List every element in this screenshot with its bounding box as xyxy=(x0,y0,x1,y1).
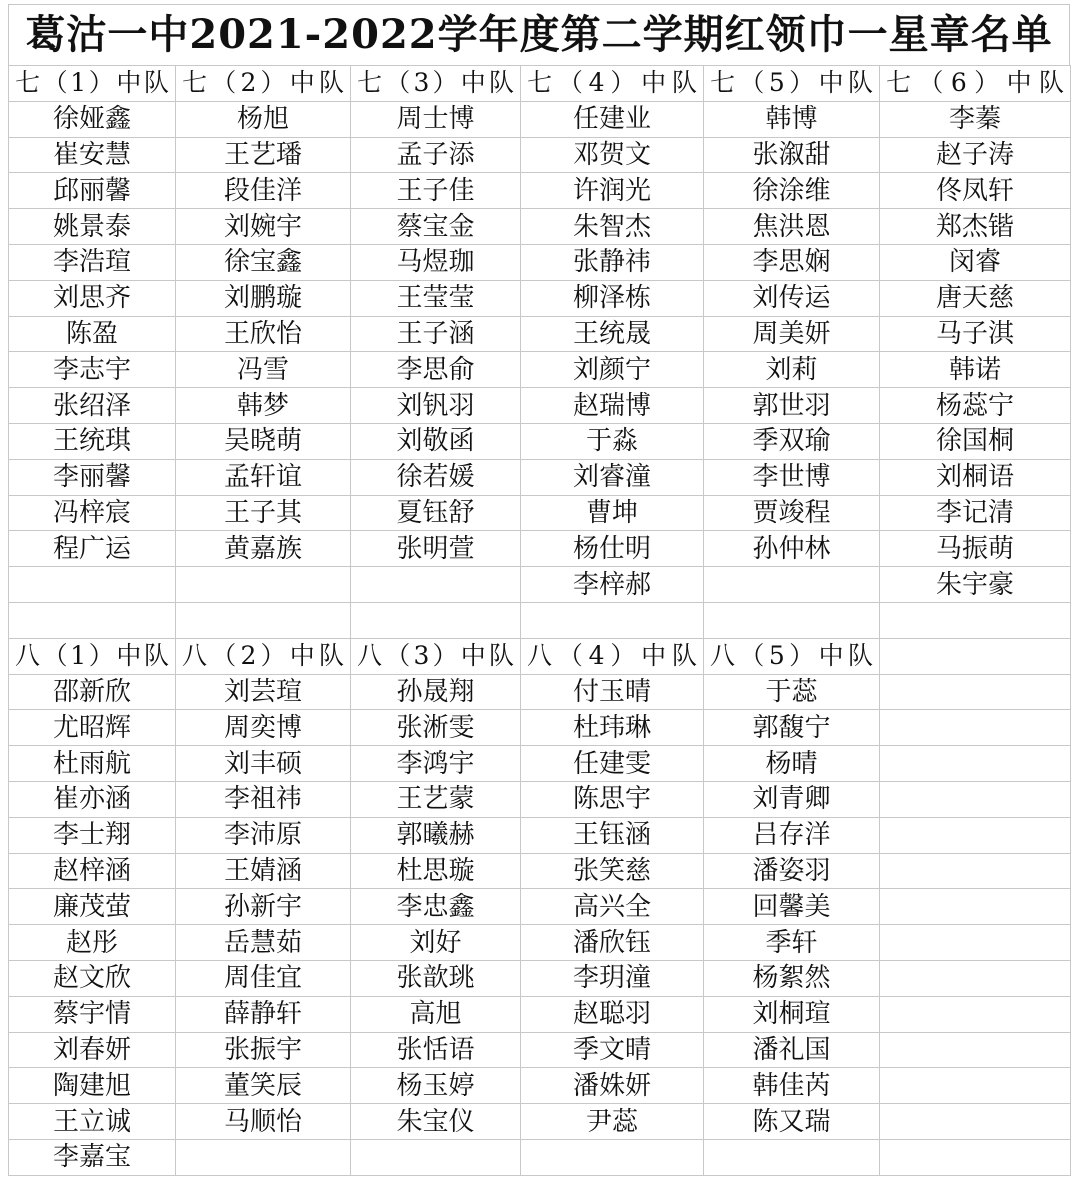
student-name: 张溆甜 xyxy=(704,137,880,173)
empty-cell xyxy=(880,817,1071,853)
student-name: 杨晴 xyxy=(704,746,880,782)
empty-cell xyxy=(880,1068,1071,1104)
student-name: 韩梦 xyxy=(176,388,351,424)
student-name: 于蕊 xyxy=(704,674,880,710)
table-row xyxy=(9,173,1071,209)
student-name: 周奕博 xyxy=(176,710,351,746)
grade7-header-row xyxy=(9,66,1071,102)
empty-cell xyxy=(176,567,351,603)
student-name: 张淅雯 xyxy=(351,710,521,746)
student-name: 王子涵 xyxy=(351,316,521,352)
student-name: 回馨美 xyxy=(704,889,880,925)
student-name: 徐若媛 xyxy=(351,459,521,495)
student-name: 赵彤 xyxy=(9,925,176,961)
student-name: 刘婉宇 xyxy=(176,209,351,245)
squad-header: 七（3）中队 xyxy=(351,66,521,102)
student-name: 任建业 xyxy=(521,101,704,137)
empty-cell xyxy=(704,567,880,603)
table-row xyxy=(9,567,1071,603)
student-name: 徐涂维 xyxy=(704,173,880,209)
student-name: 马煜珈 xyxy=(351,244,521,280)
student-name: 王艺璠 xyxy=(176,137,351,173)
empty-cell xyxy=(880,889,1071,925)
empty-cell xyxy=(9,602,176,638)
squad-header: 七（5）中队 xyxy=(704,66,880,102)
empty-cell xyxy=(521,602,704,638)
empty-cell xyxy=(880,710,1071,746)
student-name: 程广运 xyxy=(9,531,176,567)
student-name: 张明萱 xyxy=(351,531,521,567)
student-name: 张静祎 xyxy=(521,244,704,280)
student-name: 陶建旭 xyxy=(9,1068,176,1104)
student-name: 姚景泰 xyxy=(9,209,176,245)
student-name: 潘姝妍 xyxy=(521,1068,704,1104)
student-name: 岳慧茹 xyxy=(176,925,351,961)
table-row xyxy=(9,746,1071,782)
empty-cell xyxy=(880,781,1071,817)
student-name: 季轩 xyxy=(704,925,880,961)
table-row xyxy=(9,710,1071,746)
student-name: 徐国桐 xyxy=(880,423,1071,459)
student-name: 周美妍 xyxy=(704,316,880,352)
student-name: 李记清 xyxy=(880,495,1071,531)
student-name: 李士翔 xyxy=(9,817,176,853)
table-row xyxy=(9,1032,1071,1068)
empty-cell xyxy=(176,1139,351,1175)
squad-header: 七（1）中队 xyxy=(9,66,176,102)
student-name: 马顺怡 xyxy=(176,1104,351,1140)
student-name: 刘颜宁 xyxy=(521,352,704,388)
student-name: 郭馥宁 xyxy=(704,710,880,746)
student-name: 吴晓萌 xyxy=(176,423,351,459)
student-name: 韩博 xyxy=(704,101,880,137)
table-row xyxy=(9,925,1071,961)
student-name: 刘春妍 xyxy=(9,1032,176,1068)
squad-header: 八（5）中队 xyxy=(704,638,880,674)
student-name: 刘睿潼 xyxy=(521,459,704,495)
student-name: 薛静轩 xyxy=(176,996,351,1032)
student-name: 孙新宇 xyxy=(176,889,351,925)
page-title: 葛沽一中2021-2022学年度第二学期红领巾一星章名单 xyxy=(8,4,1070,65)
student-name: 夏钰舒 xyxy=(351,495,521,531)
student-name: 邓贺文 xyxy=(521,137,704,173)
student-name: 马子淇 xyxy=(880,316,1071,352)
roster-table xyxy=(8,65,1071,1176)
empty-cell xyxy=(351,602,521,638)
table-row xyxy=(9,781,1071,817)
student-name: 蔡宝金 xyxy=(351,209,521,245)
table-row xyxy=(9,352,1071,388)
student-name: 赵聪羽 xyxy=(521,996,704,1032)
student-name: 刘丰硕 xyxy=(176,746,351,782)
student-name: 付玉晴 xyxy=(521,674,704,710)
student-name: 李忠鑫 xyxy=(351,889,521,925)
empty-cell xyxy=(880,1139,1071,1175)
student-name: 刘芸瑄 xyxy=(176,674,351,710)
student-name: 闵睿 xyxy=(880,244,1071,280)
table-row xyxy=(9,495,1071,531)
squad-header: 八（4）中队 xyxy=(521,638,704,674)
student-name: 李沛原 xyxy=(176,817,351,853)
student-name: 李玥潼 xyxy=(521,960,704,996)
empty-cell xyxy=(9,567,176,603)
student-name: 刘桐语 xyxy=(880,459,1071,495)
student-name: 马振萌 xyxy=(880,531,1071,567)
student-name: 柳泽栋 xyxy=(521,280,704,316)
empty-cell xyxy=(880,1032,1071,1068)
student-name: 王立诚 xyxy=(9,1104,176,1140)
student-name: 高旭 xyxy=(351,996,521,1032)
student-name: 韩诺 xyxy=(880,352,1071,388)
student-name: 崔亦涵 xyxy=(9,781,176,817)
empty-cell xyxy=(880,602,1071,638)
student-name: 杜思璇 xyxy=(351,853,521,889)
student-name: 王婧涵 xyxy=(176,853,351,889)
student-name: 孙仲林 xyxy=(704,531,880,567)
student-name: 董笑辰 xyxy=(176,1068,351,1104)
empty-cell xyxy=(880,853,1071,889)
table-row xyxy=(9,889,1071,925)
spacer-row xyxy=(9,602,1071,638)
student-name: 邵新欣 xyxy=(9,674,176,710)
student-name: 王统晟 xyxy=(521,316,704,352)
empty-cell xyxy=(704,602,880,638)
student-name: 孟子添 xyxy=(351,137,521,173)
student-name: 郑杰锴 xyxy=(880,209,1071,245)
empty-cell xyxy=(704,1139,880,1175)
student-name: 佟凤轩 xyxy=(880,173,1071,209)
student-name: 赵文欣 xyxy=(9,960,176,996)
student-name: 李思俞 xyxy=(351,352,521,388)
student-name: 陈又瑞 xyxy=(704,1104,880,1140)
student-name: 杜雨航 xyxy=(9,746,176,782)
student-name: 赵梓涵 xyxy=(9,853,176,889)
squad-header: 八（2）中队 xyxy=(176,638,351,674)
student-name: 周佳宜 xyxy=(176,960,351,996)
student-name: 李丽馨 xyxy=(9,459,176,495)
student-name: 李梓郝 xyxy=(521,567,704,603)
student-name: 刘思齐 xyxy=(9,280,176,316)
student-name: 吕存洋 xyxy=(704,817,880,853)
table-row xyxy=(9,244,1071,280)
student-name: 高兴全 xyxy=(521,889,704,925)
student-name: 刘钒羽 xyxy=(351,388,521,424)
student-name: 尹蕊 xyxy=(521,1104,704,1140)
student-name: 李嘉宝 xyxy=(9,1139,176,1175)
student-name: 潘姿羽 xyxy=(704,853,880,889)
student-name: 刘好 xyxy=(351,925,521,961)
roster-sheet xyxy=(8,4,1070,1176)
student-name: 杨絮然 xyxy=(704,960,880,996)
student-name: 杨仕明 xyxy=(521,531,704,567)
student-name: 徐宝鑫 xyxy=(176,244,351,280)
student-name: 杨玉婷 xyxy=(351,1068,521,1104)
student-name: 赵瑞博 xyxy=(521,388,704,424)
student-name: 刘传运 xyxy=(704,280,880,316)
squad-header: 七（2）中队 xyxy=(176,66,351,102)
student-name: 周士博 xyxy=(351,101,521,137)
student-name: 杜玮琳 xyxy=(521,710,704,746)
student-name: 季双瑜 xyxy=(704,423,880,459)
student-name: 冯雪 xyxy=(176,352,351,388)
student-name: 杨旭 xyxy=(176,101,351,137)
student-name: 张歆珧 xyxy=(351,960,521,996)
student-name: 潘礼国 xyxy=(704,1032,880,1068)
student-name: 贾竣程 xyxy=(704,495,880,531)
table-row xyxy=(9,1139,1071,1175)
student-name: 朱宇豪 xyxy=(880,567,1071,603)
student-name: 王子其 xyxy=(176,495,351,531)
student-name: 张恬语 xyxy=(351,1032,521,1068)
table-row xyxy=(9,960,1071,996)
grade8-header-row xyxy=(9,638,1071,674)
student-name: 徐娅鑫 xyxy=(9,101,176,137)
student-name: 崔安慧 xyxy=(9,137,176,173)
student-name: 郭世羽 xyxy=(704,388,880,424)
student-name: 尤昭辉 xyxy=(9,710,176,746)
student-name: 李鸿宇 xyxy=(351,746,521,782)
student-name: 张振宇 xyxy=(176,1032,351,1068)
student-name: 刘青卿 xyxy=(704,781,880,817)
empty-cell xyxy=(880,960,1071,996)
student-name: 廉茂萤 xyxy=(9,889,176,925)
student-name: 季文晴 xyxy=(521,1032,704,1068)
student-name: 黄嘉族 xyxy=(176,531,351,567)
student-name: 段佳洋 xyxy=(176,173,351,209)
student-name: 许润光 xyxy=(521,173,704,209)
student-name: 潘欣钰 xyxy=(521,925,704,961)
table-row xyxy=(9,817,1071,853)
empty-cell xyxy=(351,567,521,603)
squad-header: 七（6）中队 xyxy=(880,66,1071,102)
empty-cell xyxy=(880,1104,1071,1140)
student-name: 张笑慈 xyxy=(521,853,704,889)
student-name: 于淼 xyxy=(521,423,704,459)
student-name: 王子佳 xyxy=(351,173,521,209)
squad-header: 七（4）中队 xyxy=(521,66,704,102)
student-name: 郭曦赫 xyxy=(351,817,521,853)
student-name: 杨蕊宁 xyxy=(880,388,1071,424)
student-name: 蔡宇情 xyxy=(9,996,176,1032)
student-name: 孟轩谊 xyxy=(176,459,351,495)
student-name: 朱宝仪 xyxy=(351,1104,521,1140)
table-row xyxy=(9,280,1071,316)
table-row xyxy=(9,137,1071,173)
student-name: 王莹莹 xyxy=(351,280,521,316)
table-row xyxy=(9,674,1071,710)
student-name: 刘敬函 xyxy=(351,423,521,459)
student-name: 李世博 xyxy=(704,459,880,495)
student-name: 冯梓宸 xyxy=(9,495,176,531)
empty-cell xyxy=(880,638,1071,674)
student-name: 李浩瑄 xyxy=(9,244,176,280)
student-name: 唐天慈 xyxy=(880,280,1071,316)
student-name: 王欣怡 xyxy=(176,316,351,352)
student-name: 邱丽馨 xyxy=(9,173,176,209)
student-name: 王钰涵 xyxy=(521,817,704,853)
table-row xyxy=(9,853,1071,889)
student-name: 李志宇 xyxy=(9,352,176,388)
squad-header: 八（3）中队 xyxy=(351,638,521,674)
student-name: 李蓁 xyxy=(880,101,1071,137)
table-row xyxy=(9,1104,1071,1140)
empty-cell xyxy=(880,996,1071,1032)
student-name: 陈盈 xyxy=(9,316,176,352)
table-row xyxy=(9,316,1071,352)
student-name: 孙晟翔 xyxy=(351,674,521,710)
empty-cell xyxy=(880,674,1071,710)
empty-cell xyxy=(176,602,351,638)
student-name: 赵子涛 xyxy=(880,137,1071,173)
empty-cell xyxy=(880,746,1071,782)
table-row xyxy=(9,101,1071,137)
table-row xyxy=(9,1068,1071,1104)
student-name: 朱智杰 xyxy=(521,209,704,245)
table-row xyxy=(9,459,1071,495)
student-name: 刘桐瑄 xyxy=(704,996,880,1032)
student-name: 刘莉 xyxy=(704,352,880,388)
student-name: 焦洪恩 xyxy=(704,209,880,245)
empty-cell xyxy=(521,1139,704,1175)
student-name: 陈思宇 xyxy=(521,781,704,817)
student-name: 曹坤 xyxy=(521,495,704,531)
table-row xyxy=(9,423,1071,459)
table-row xyxy=(9,388,1071,424)
empty-cell xyxy=(880,925,1071,961)
student-name: 李祖祎 xyxy=(176,781,351,817)
student-name: 李思娴 xyxy=(704,244,880,280)
empty-cell xyxy=(351,1139,521,1175)
squad-header: 八（1）中队 xyxy=(9,638,176,674)
student-name: 刘鹏璇 xyxy=(176,280,351,316)
student-name: 王统琪 xyxy=(9,423,176,459)
student-name: 王艺蒙 xyxy=(351,781,521,817)
student-name: 任建雯 xyxy=(521,746,704,782)
student-name: 韩佳芮 xyxy=(704,1068,880,1104)
student-name: 张绍泽 xyxy=(9,388,176,424)
table-row xyxy=(9,209,1071,245)
table-row xyxy=(9,531,1071,567)
table-row xyxy=(9,996,1071,1032)
